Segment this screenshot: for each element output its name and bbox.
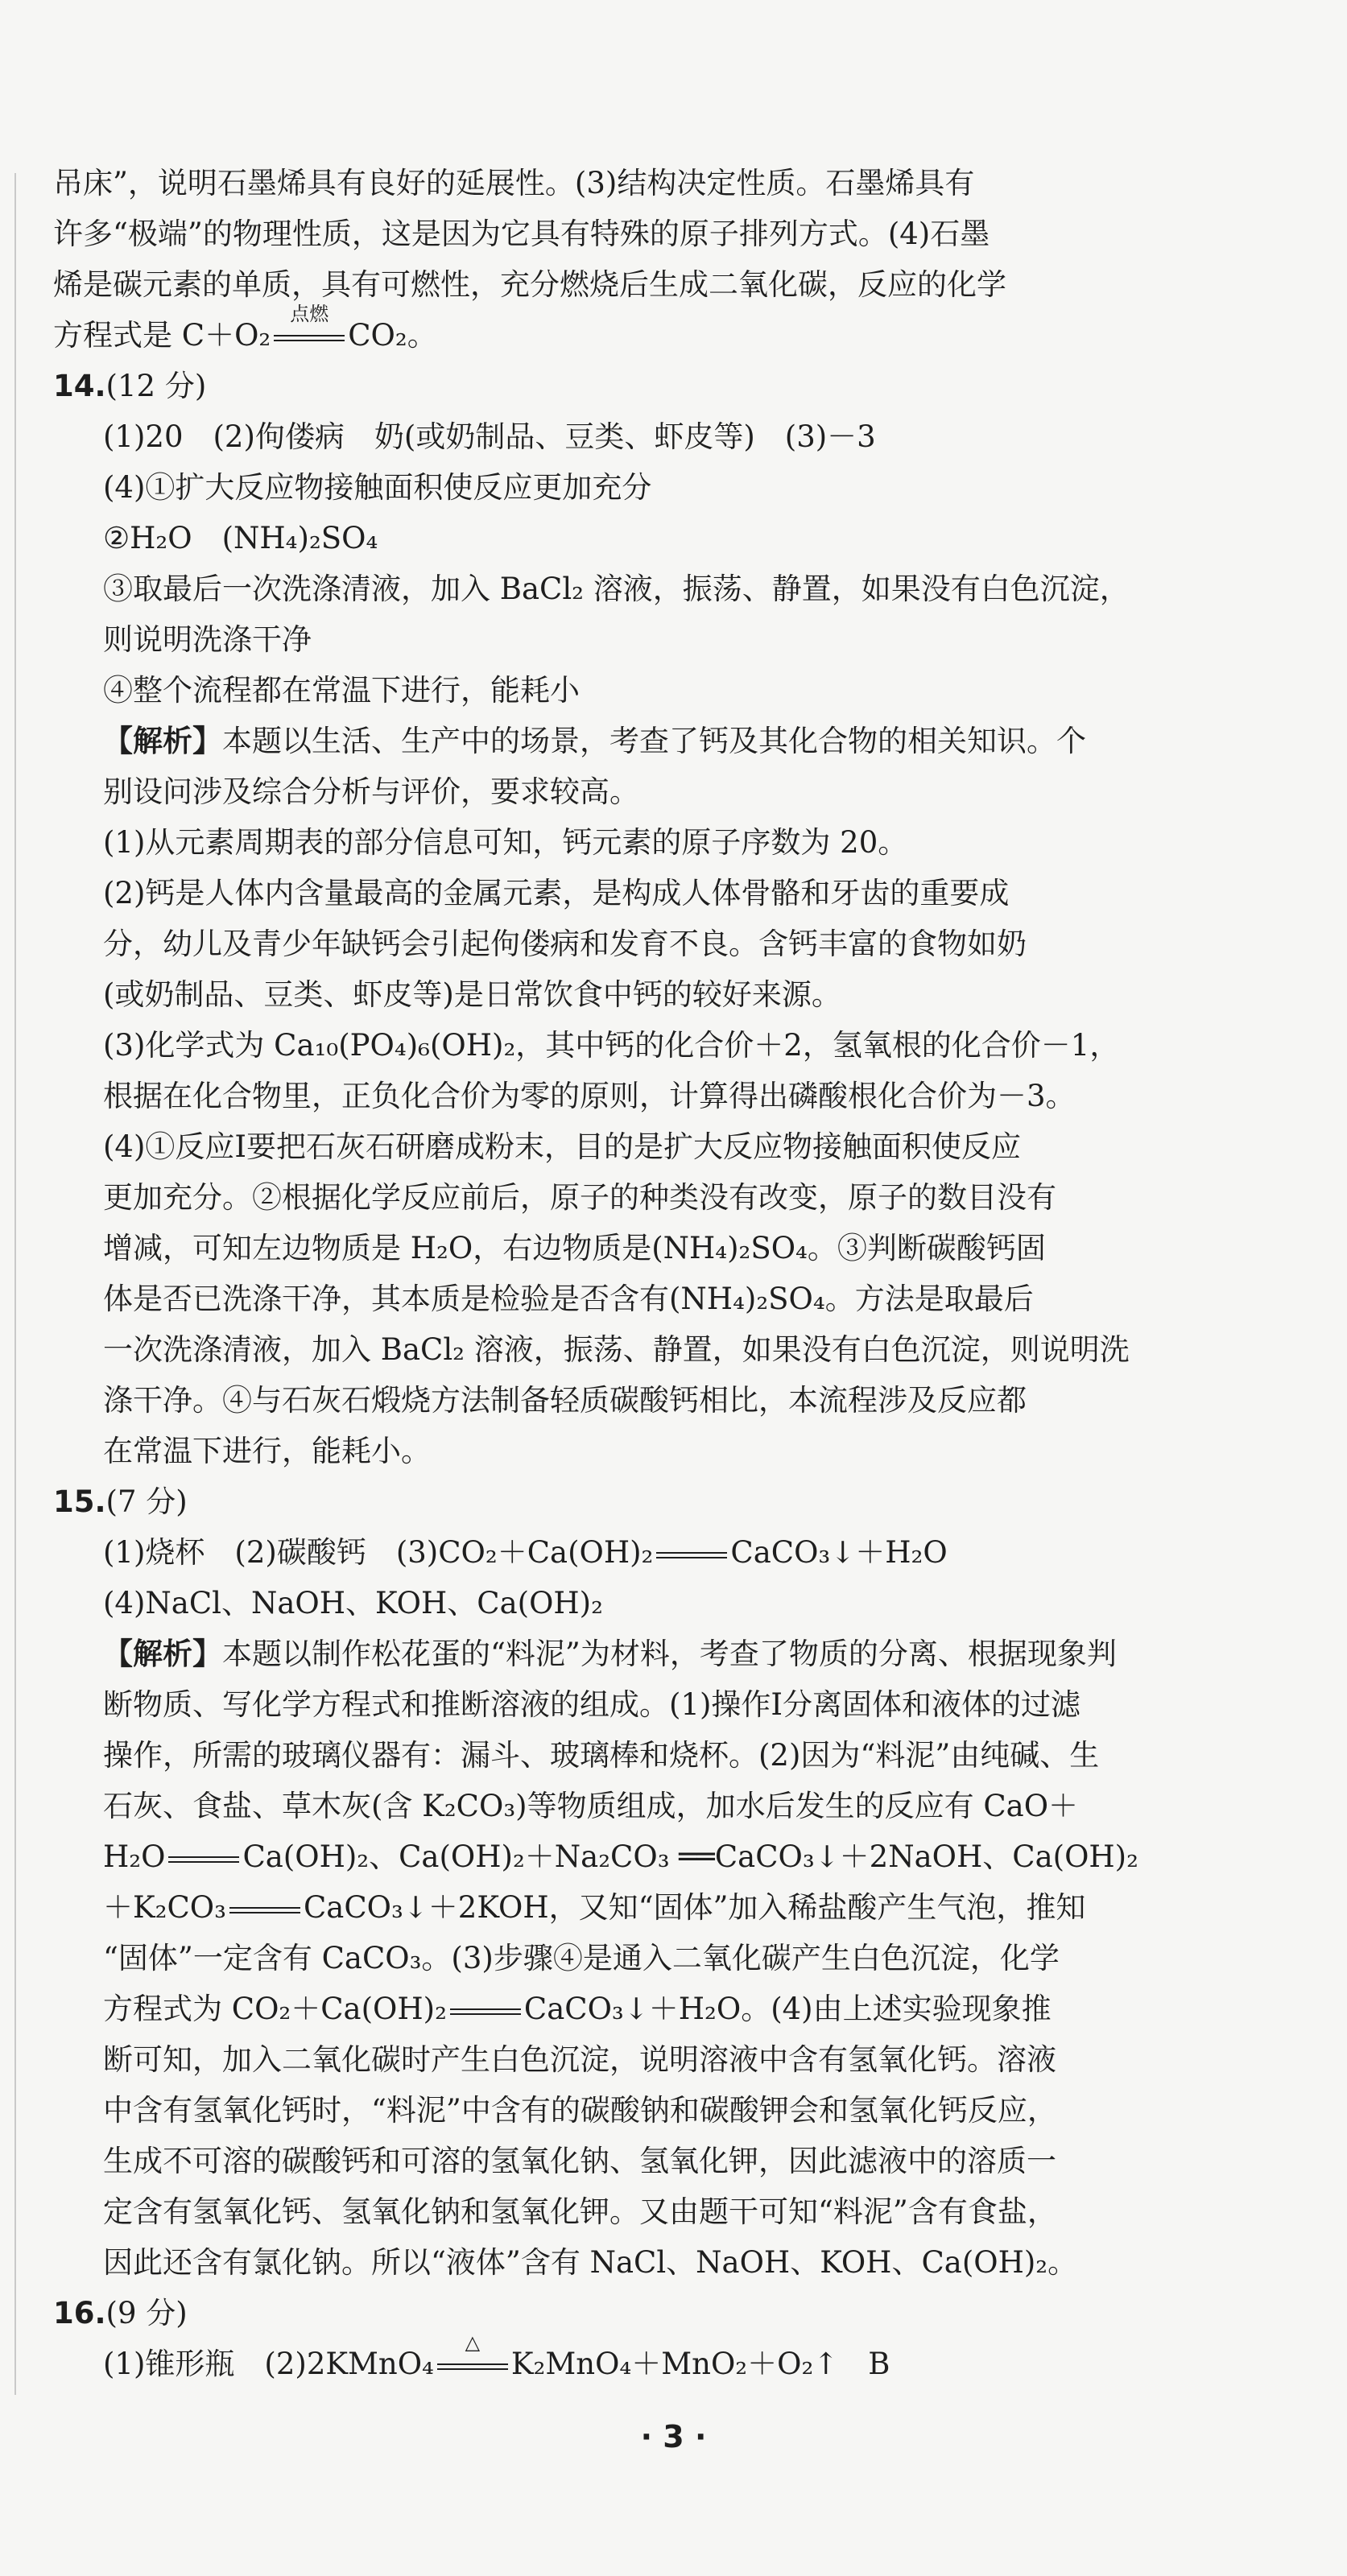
answer-line [53, 2085, 1164, 2136]
answer-text: 定含有氢氧化钙、氢氧化钠和氢氧化钾。又由题干可知“料泥”含有食盐， [103, 2194, 1057, 2229]
equation-left: (1)烧杯 (2)碳酸钙 (3)CO₂＋Ca(OH)₂ [103, 1535, 654, 1570]
question-header [53, 2288, 1164, 2339]
answer-text: 别设问涉及综合分析与评价，要求较高。 [103, 774, 639, 809]
answer-line [53, 868, 1164, 919]
equation-line [53, 2330, 1164, 2389]
reaction-equals-sign [226, 1902, 304, 1918]
equation-right: Ca(OH)₂、Ca(OH)₂＋Na₂CO₃ ══CaCO₃↓＋2NaOH、Ca(OH)₂ [242, 1839, 1138, 1874]
analysis-text: 本题以生活、生产中的场景，考查了钙及其化合物的相关知识。个 [222, 724, 1086, 758]
question-score: (7 分) [105, 1484, 188, 1519]
answer-text: ②H₂O (NH₄)₂SO₄ [103, 521, 378, 555]
question-number: 16. [53, 2296, 106, 2330]
answer-text: 因此还含有氯化钠。所以“液体”含有 NaCl、NaOH、KOH、Ca(OH)₂。 [103, 2245, 1078, 2280]
answer-page [53, 158, 1164, 2389]
answer-line [53, 2136, 1164, 2186]
answer-line [53, 614, 1164, 665]
equation-left: 方程式是 C＋O₂ [53, 318, 271, 353]
question-header [53, 361, 1164, 411]
answer-line [53, 1071, 1164, 1121]
reaction-equals-sign [271, 302, 348, 346]
answer-line [53, 2034, 1164, 2085]
answer-text: (4)①扩大反应物接触面积使反应更加充分 [103, 470, 652, 505]
equation-left: 方程式为 CO₂＋Ca(OH)₂ [103, 1992, 447, 2026]
reaction-equals-sign [434, 2330, 511, 2375]
answer-text: 一次洗涤清液，加入 BaCl₂ 溶液，振荡、静置，如果没有白色沉淀，则说明洗 [103, 1332, 1130, 1367]
answer-line [53, 919, 1164, 969]
equation-line [53, 1527, 1164, 1578]
answer-text: (4)①反应Ⅰ要把石灰石研磨成粉末，目的是扩大反应物接触面积使反应 [103, 1129, 1022, 1164]
answer-line [53, 1172, 1164, 1223]
answer-line [53, 462, 1164, 513]
body-text: 许多“极端”的物理性质，这是因为它具有特殊的原子排列方式。(4)石墨 [53, 217, 990, 251]
answer-line [53, 1578, 1164, 1629]
answer-text: 更加充分。②根据化学反应前后，原子的种类没有改变，原子的数目没有 [103, 1180, 1056, 1215]
body-text: 吊床”，说明石墨烯具有良好的延展性。(3)结构决定性质。石墨烯具有 [53, 166, 975, 200]
answer-text: (1)从元素周期表的部分信息可知，钙元素的原子序数为 20。 [103, 825, 908, 860]
answer-text: 断可知，加入二氧化碳时产生白色沉淀，说明溶液中含有氢氧化钙。溶液 [103, 2042, 1056, 2077]
answer-text: 在常温下进行，能耗小。 [103, 1434, 431, 1468]
equation-left: ＋K₂CO₃ [103, 1890, 226, 1925]
body-line [53, 158, 1164, 208]
reaction-equals-sign [447, 2004, 524, 2020]
equation-right: CaCO₃↓＋2KOH，又知“固体”加入稀盐酸产生气泡，推知 [303, 1890, 1086, 1925]
answer-line [53, 2186, 1164, 2237]
reaction-condition: △ [465, 2330, 481, 2354]
body-text: 烯是碳元素的单质，具有可燃性，充分燃烧后生成二氧化碳，反应的化学 [53, 267, 1006, 302]
question-number: 15. [53, 1484, 106, 1519]
analysis-line [53, 716, 1164, 766]
answer-line [53, 1223, 1164, 1274]
reaction-equals-sign [653, 1547, 730, 1563]
answer-line [53, 564, 1164, 614]
answer-text: 石灰、食盐、草木灰(含 K₂CO₃)等物质组成，加水后发生的反应有 CaO＋ [103, 1789, 1079, 1823]
answer-text: “固体”一定含有 CaCO₃。(3)步骤④是通入二氧化碳产生白色沉淀，化学 [103, 1941, 1060, 1975]
equation-line [53, 1882, 1164, 1933]
answer-line [53, 766, 1164, 817]
answer-line [53, 1274, 1164, 1324]
answer-line [53, 1324, 1164, 1375]
analysis-text: 本题以制作松花蛋的“料泥”为材料，考查了物质的分离、根据现象判 [222, 1637, 1117, 1671]
answer-text: 操作，所需的玻璃仪器有：漏斗、玻璃棒和烧杯。(2)因为“料泥”由纯碱、生 [103, 1738, 1100, 1773]
answer-line [53, 817, 1164, 868]
reaction-condition: 点燃 [290, 302, 329, 325]
analysis-tag: 【解析】 [103, 724, 222, 758]
answer-text: (或奶制品、豆类、虾皮等)是日常饮食中钙的较好来源。 [103, 977, 841, 1012]
answer-text: 断物质、写化学方程式和推断溶液的组成。(1)操作Ⅰ分离固体和液体的过滤 [103, 1687, 1081, 1722]
equation-left: H₂O [103, 1839, 166, 1874]
equation-line [53, 1984, 1164, 2034]
answer-line [53, 1730, 1164, 1781]
reaction-equals-sign [165, 1852, 242, 1868]
answer-line [53, 1781, 1164, 1831]
equation-right: CaCO₃↓＋H₂O。(4)由上述实验现象推 [523, 1992, 1052, 2026]
answer-text: ③取最后一次洗涤清液，加入 BaCl₂ 溶液，振荡、静置，如果没有白色沉淀， [103, 572, 1130, 606]
answer-text: 根据在化合物里，正负化合价为零的原则，计算得出磷酸根化合价为－3。 [103, 1079, 1076, 1113]
answer-text: (3)化学式为 Ca₁₀(PO₄)₆(OH)₂，其中钙的化合价＋2，氢氧根的化合价－1， [103, 1028, 1120, 1063]
page-number: · 3 · [640, 2419, 707, 2454]
answer-text: (1)20 (2)佝偻病 奶(或奶制品、豆类、虾皮等) (3)－3 [103, 419, 876, 454]
answer-text: 分，幼儿及青少年缺钙会引起佝偻病和发育不良。含钙丰富的食物如奶 [103, 927, 1027, 961]
answer-line [53, 2237, 1164, 2288]
equation-line [53, 1831, 1164, 1882]
equation-right: K₂MnO₄＋MnO₂＋O₂↑ B [510, 2347, 890, 2381]
equation-left: (1)锥形瓶 (2)2KMnO₄ [103, 2347, 434, 2381]
analysis-tag: 【解析】 [103, 1637, 222, 1671]
equation-line [53, 302, 1164, 361]
equation-right: CO₂。 [348, 318, 437, 353]
answer-line [53, 1933, 1164, 1984]
answer-text: 增减，可知左边物质是 H₂O，右边物质是(NH₄)₂SO₄。③判断碳酸钙固 [103, 1231, 1046, 1265]
question-score: (12 分) [105, 369, 207, 403]
body-line [53, 259, 1164, 310]
question-score: (9 分) [105, 2296, 188, 2330]
answer-line [53, 1426, 1164, 1476]
question-header [53, 1476, 1164, 1527]
answer-line [53, 513, 1164, 564]
answer-line [53, 1679, 1164, 1730]
answer-text: 则说明洗涤干净 [103, 622, 312, 657]
answer-text: ④整个流程都在常温下进行，能耗小 [103, 673, 580, 708]
answer-line [53, 411, 1164, 462]
answer-text: 中含有氢氧化钙时，“料泥”中含有的碳酸钠和碳酸钾会和氢氧化钙反应， [103, 2093, 1057, 2128]
answer-line [53, 1375, 1164, 1426]
answer-text: 体是否已洗涤干净，其本质是检验是否含有(NH₄)₂SO₄。方法是取最后 [103, 1282, 1034, 1316]
answer-line [53, 969, 1164, 1020]
answer-text: (2)钙是人体内含量最高的金属元素，是构成人体骨骼和牙齿的重要成 [103, 876, 1010, 910]
answer-text: (4)NaCl、NaOH、KOH、Ca(OH)₂ [103, 1586, 603, 1620]
body-line [53, 208, 1164, 259]
answer-line [53, 1121, 1164, 1172]
answer-line [53, 665, 1164, 716]
answer-text: 涤干净。④与石灰石煅烧方法制备轻质碳酸钙相比，本流程涉及反应都 [103, 1383, 1027, 1418]
question-number: 14. [53, 369, 106, 403]
answer-text: 生成不可溶的碳酸钙和可溶的氢氧化钠、氢氧化钾，因此滤液中的溶质一 [103, 2144, 1056, 2178]
answer-line [53, 1020, 1164, 1071]
analysis-line [53, 1629, 1164, 1679]
binding-margin-line [14, 173, 16, 2395]
equation-right: CaCO₃↓＋H₂O [730, 1535, 948, 1570]
